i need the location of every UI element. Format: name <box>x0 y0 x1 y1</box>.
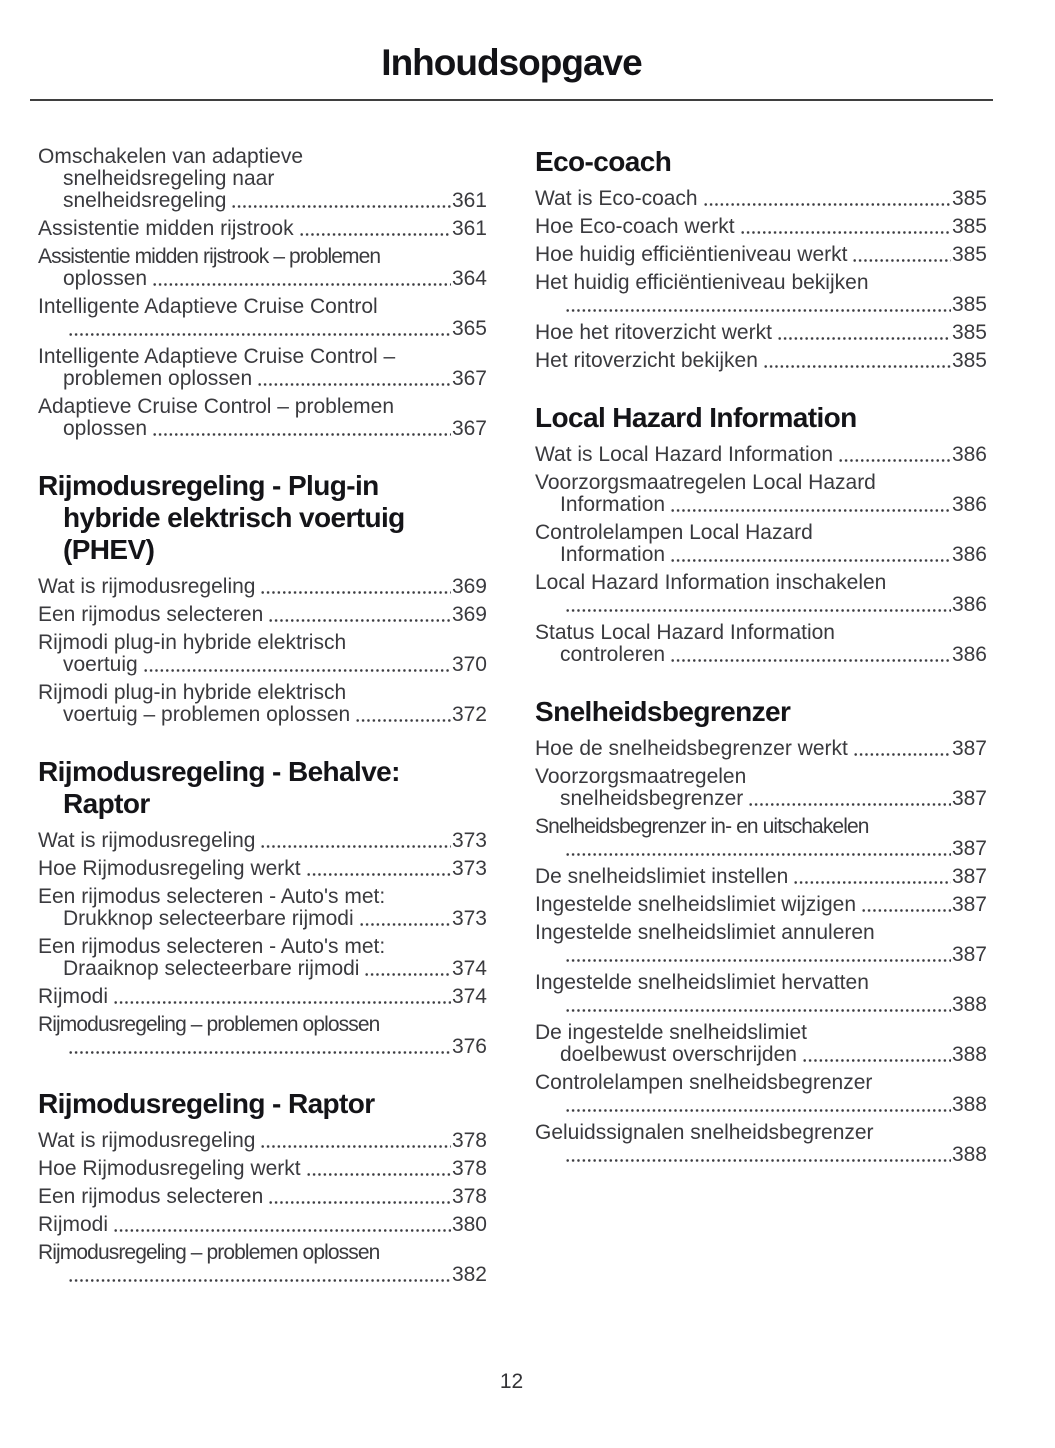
toc-entry-line <box>38 1130 487 1152</box>
section-heading <box>535 146 987 178</box>
toc-leader-dots <box>68 318 451 340</box>
toc-page-ref: 387 <box>951 837 987 860</box>
toc-page-ref: 365 <box>451 317 487 340</box>
toc-entry-text: Voorzorgsmaatregelen Local Hazard <box>535 471 876 494</box>
toc-entry-line <box>535 766 987 788</box>
toc-entry-line <box>38 1158 487 1180</box>
toc-entry-line <box>38 318 487 340</box>
toc-page-ref: 376 <box>451 1035 487 1058</box>
toc-page-ref: 386 <box>951 493 987 516</box>
toc-entry-line <box>535 816 987 838</box>
toc-section <box>535 696 987 1166</box>
toc-page-ref: 385 <box>951 293 987 316</box>
toc-entry <box>38 1158 487 1180</box>
toc-entry <box>38 218 487 240</box>
toc-entry-line <box>38 986 487 1008</box>
toc-entry-line <box>535 1022 987 1044</box>
toc-entry-text: Wat is rijmodusregeling <box>38 829 256 852</box>
toc-entry-text: Het ritoverzicht bekijken <box>535 349 758 372</box>
toc-leader-dots <box>853 738 951 760</box>
toc-entry-text: Geluidssignalen snelheidsbegrenzer <box>535 1121 874 1144</box>
toc-entry-text: Wat is Local Hazard Information <box>535 443 834 466</box>
toc-leader-dots <box>299 218 451 240</box>
toc-leader-dots <box>231 190 451 212</box>
toc-entry-line <box>535 994 987 1016</box>
toc-section <box>38 1088 487 1286</box>
toc-entry-line <box>38 1214 487 1236</box>
toc-entry-line <box>535 572 987 594</box>
toc-entry <box>535 972 987 1016</box>
toc-entry-line <box>535 1144 987 1166</box>
toc-leader-dots <box>777 322 951 344</box>
toc-entry-line <box>535 944 987 966</box>
toc-entry-text: Drukknop selecteerbare rijmodi <box>63 907 354 930</box>
toc-entry-text: Een rijmodus selecteren - Auto's met: <box>38 885 386 908</box>
toc-page-ref: 373 <box>451 857 487 880</box>
toc-entry <box>535 444 987 466</box>
toc-page-ref: 386 <box>951 593 987 616</box>
toc-leader-dots <box>565 1094 951 1116</box>
toc-columns <box>38 146 987 1292</box>
toc-entry-text: Wat is rijmodusregeling <box>38 575 256 598</box>
toc-entry <box>535 188 987 210</box>
toc-entry-line <box>535 866 987 888</box>
toc-entry-text: Rijmodi plug-in hybride elektrisch <box>38 631 347 654</box>
toc-leader-dots <box>260 830 450 852</box>
toc-leader-dots <box>565 944 951 966</box>
toc-leader-dots <box>268 604 451 626</box>
toc-entry <box>535 472 987 516</box>
toc-entry-text: Assistentie midden rijstrook <box>38 217 294 240</box>
toc-entry-line <box>38 886 487 908</box>
toc-entry-line <box>38 168 487 190</box>
toc-entry-line <box>38 958 487 980</box>
toc-entry-line <box>38 396 487 418</box>
toc-entry-line <box>535 894 987 916</box>
toc-entry-line <box>38 418 487 440</box>
toc-page-ref: 385 <box>951 187 987 210</box>
toc-entry <box>535 1122 987 1166</box>
toc-entry <box>535 572 987 616</box>
toc-entry <box>38 830 487 852</box>
toc-entry-line <box>535 350 987 372</box>
toc-entry <box>38 346 487 390</box>
toc-entry-line <box>535 594 987 616</box>
toc-entry <box>38 858 487 880</box>
section-heading-line: Rijmodusregeling - Behalve: <box>38 756 400 787</box>
toc-entry-line <box>535 838 987 860</box>
toc-page-ref: 378 <box>451 1185 487 1208</box>
toc-entry <box>38 1242 487 1286</box>
toc-entry <box>38 604 487 626</box>
toc-entry <box>535 350 987 372</box>
toc-entry-text: snelheidsregeling naar <box>63 167 275 190</box>
toc-page-ref: 388 <box>951 1093 987 1116</box>
toc-entry-text: Een rijmodus selecteren <box>38 1185 264 1208</box>
toc-entry <box>38 396 487 440</box>
toc-leader-dots <box>364 958 450 980</box>
toc-entry-line <box>535 738 987 760</box>
section-heading <box>535 402 987 434</box>
toc-entry-text: Rijmodi <box>38 985 109 1008</box>
toc-entry-line <box>535 788 987 810</box>
toc-entry-line <box>38 936 487 958</box>
section-heading-line: Snelheidsbegrenzer <box>535 696 791 727</box>
section-heading-line: hybride elektrisch voertuig <box>63 502 405 533</box>
toc-leader-dots <box>113 1214 451 1236</box>
toc-section <box>38 756 487 1058</box>
toc-entry-line <box>38 632 487 654</box>
toc-page-ref: 388 <box>951 1043 987 1066</box>
toc-entry-text: oplossen <box>63 267 148 290</box>
toc-entry-text: Hoe het ritoverzicht werkt <box>535 321 772 344</box>
toc-entry-line <box>535 272 987 294</box>
toc-entry-line <box>535 544 987 566</box>
section-heading <box>38 756 487 820</box>
toc-entry-line <box>535 216 987 238</box>
toc-entry-line <box>535 1094 987 1116</box>
toc-entry <box>535 272 987 316</box>
section-heading-line: Rijmodusregeling - Plug-in <box>38 470 379 501</box>
toc-entry-line <box>38 1186 487 1208</box>
toc-leader-dots <box>670 644 951 666</box>
toc-entry-text: Omschakelen van adaptieve <box>38 145 303 168</box>
toc-entry-line <box>535 1044 987 1066</box>
toc-leader-dots <box>306 1158 451 1180</box>
page-title: Inhoudsopgave <box>381 42 642 83</box>
toc-page-ref: 374 <box>451 985 487 1008</box>
toc-entry <box>38 1214 487 1236</box>
toc-page-ref: 369 <box>451 575 487 598</box>
toc-entry-line <box>535 1122 987 1144</box>
toc-page-ref: 388 <box>951 1143 987 1166</box>
toc-entry-line <box>38 1264 487 1286</box>
toc-entry-text: Voorzorgsmaatregelen <box>535 765 747 788</box>
toc-entry <box>38 986 487 1008</box>
toc-leader-dots <box>670 544 951 566</box>
toc-entry <box>38 576 487 598</box>
toc-entry-text: Adaptieve Cruise Control – problemen <box>38 395 395 418</box>
toc-entry-line <box>38 190 487 212</box>
toc-entry <box>535 922 987 966</box>
title-rule <box>30 99 993 101</box>
toc-entry-line <box>535 444 987 466</box>
toc-entry-line <box>38 830 487 852</box>
toc-entry-line <box>38 858 487 880</box>
toc-entry-text: oplossen <box>63 417 148 440</box>
toc-leader-dots <box>268 1186 451 1208</box>
toc-entry-line <box>38 908 487 930</box>
toc-leader-dots <box>152 418 451 440</box>
toc-entry <box>38 1014 487 1058</box>
toc-column-left <box>38 146 487 1292</box>
toc-entry <box>38 886 487 930</box>
toc-entry <box>535 622 987 666</box>
toc-entry-line <box>535 322 987 344</box>
page-footer-number: 12 <box>499 1370 524 1393</box>
toc-entry-text: voertuig <box>63 653 138 676</box>
toc-entry-line <box>38 1242 487 1264</box>
toc-entry-text: Status Local Hazard Information <box>535 621 835 644</box>
toc-leader-dots <box>257 368 451 390</box>
toc-entry-line <box>535 472 987 494</box>
toc-entry <box>535 244 987 266</box>
toc-page-ref: 387 <box>951 893 987 916</box>
toc-entry <box>535 1072 987 1116</box>
toc-entry-text: snelheidsbegrenzer <box>560 787 744 810</box>
toc-entry-text: Een rijmodus selecteren <box>38 603 264 626</box>
toc-leader-dots <box>359 908 451 930</box>
toc-page-ref: 378 <box>451 1129 487 1152</box>
toc-page-ref: 385 <box>951 215 987 238</box>
toc-page-ref: 373 <box>451 907 487 930</box>
toc-entry-text: Het huidig efficiëntieniveau bekijken <box>535 271 869 294</box>
toc-page-ref: 387 <box>951 737 987 760</box>
toc-entry <box>38 936 487 980</box>
toc-leader-dots <box>260 1130 450 1152</box>
toc-page-ref: 386 <box>951 443 987 466</box>
toc-entry-line <box>38 246 487 268</box>
toc-entry-line <box>38 576 487 598</box>
toc-entry-line <box>38 682 487 704</box>
toc-entry <box>38 1186 487 1208</box>
toc-entry-text: Information <box>560 543 666 566</box>
toc-entry-text: Rijmodusregeling – problemen oplossen <box>38 1013 380 1036</box>
section-heading <box>38 470 487 566</box>
toc-page-ref: 380 <box>451 1213 487 1236</box>
section-heading-line: Raptor <box>63 788 150 819</box>
toc-entry-line <box>38 218 487 240</box>
toc-page-ref: 387 <box>951 787 987 810</box>
toc-entry-text: De snelheidslimiet instellen <box>535 865 789 888</box>
toc-entry-line <box>535 244 987 266</box>
toc-page-ref: 388 <box>951 993 987 1016</box>
toc-section <box>535 402 987 666</box>
toc-entry <box>535 216 987 238</box>
toc-entry <box>38 296 487 340</box>
toc-entry-text: Rijmodi plug-in hybride elektrisch <box>38 681 347 704</box>
toc-page-ref: 387 <box>951 865 987 888</box>
toc-leader-dots <box>565 1144 951 1166</box>
toc-entry-text: snelheidsregeling <box>63 189 227 212</box>
toc-entry-line <box>535 294 987 316</box>
toc-page-ref: 385 <box>951 349 987 372</box>
toc-entry-text: Snelheidsbegrenzer in- en uitschakelen <box>535 815 869 838</box>
toc-leader-dots <box>838 444 951 466</box>
toc-entry-text: Controlelampen snelheidsbegrenzer <box>535 1071 873 1094</box>
toc-entry-text: Assistentie midden rijstrook – problemen <box>38 245 381 268</box>
toc-entry <box>38 146 487 212</box>
toc-leader-dots <box>565 294 951 316</box>
toc-entry-text: Hoe Rijmodusregeling werkt <box>38 857 301 880</box>
toc-page-ref: 370 <box>451 653 487 676</box>
toc-entry-line <box>535 622 987 644</box>
toc-leader-dots <box>852 244 950 266</box>
toc-page-ref: 378 <box>451 1157 487 1180</box>
toc-entry-line <box>535 922 987 944</box>
section-heading <box>38 1088 487 1120</box>
toc-page-ref: 387 <box>951 943 987 966</box>
toc-entry-line <box>535 522 987 544</box>
toc-entry-line <box>38 268 487 290</box>
toc-leader-dots <box>355 704 451 726</box>
toc-page-ref: 367 <box>451 367 487 390</box>
toc-page-ref: 382 <box>451 1263 487 1286</box>
toc-leader-dots <box>703 188 951 210</box>
toc-entry <box>535 766 987 810</box>
toc-entry-line <box>38 654 487 676</box>
toc-entry-line <box>535 1072 987 1094</box>
toc-entry <box>535 322 987 344</box>
toc-leader-dots <box>565 594 951 616</box>
toc-entry-text: Ingestelde snelheidslimiet hervatten <box>535 971 869 994</box>
toc-entry-text: Wat is Eco-coach <box>535 187 698 210</box>
toc-page-ref: 373 <box>451 829 487 852</box>
toc-leader-dots <box>565 994 951 1016</box>
toc-entry-line <box>38 604 487 626</box>
toc-leader-dots <box>565 838 951 860</box>
toc-leader-dots <box>152 268 451 290</box>
toc-entry-text: Wat is rijmodusregeling <box>38 1129 256 1152</box>
toc-entry-line <box>535 644 987 666</box>
toc-entry-text: Information <box>560 493 666 516</box>
toc-section <box>38 470 487 726</box>
toc-page-ref: 364 <box>451 267 487 290</box>
toc-entry-text: doelbewust overschrijden <box>560 1043 797 1066</box>
toc-entry-line <box>38 368 487 390</box>
toc-entry-text: Local Hazard Information inschakelen <box>535 571 887 594</box>
toc-page-ref: 385 <box>951 243 987 266</box>
toc-entry-text: Hoe Rijmodusregeling werkt <box>38 1157 301 1180</box>
toc-entry <box>535 866 987 888</box>
toc-leader-dots <box>740 216 951 238</box>
toc-page-ref: 361 <box>451 189 487 212</box>
toc-page-ref: 361 <box>451 217 487 240</box>
toc-entry-line <box>38 346 487 368</box>
toc-leader-dots <box>763 350 951 372</box>
toc-entry-text: Hoe huidig efficiëntieniveau werkt <box>535 243 848 266</box>
toc-entry-line <box>535 188 987 210</box>
toc-page-ref: 386 <box>951 543 987 566</box>
toc-entry-text: problemen oplossen <box>63 367 253 390</box>
toc-entry-line <box>38 296 487 318</box>
toc-entry-text: Hoe Eco-coach werkt <box>535 215 735 238</box>
toc-entry-line <box>38 1036 487 1058</box>
toc-entry-text: Ingestelde snelheidslimiet wijzigen <box>535 893 857 916</box>
toc-entry-text: Rijmodi <box>38 1213 109 1236</box>
toc-leader-dots <box>68 1036 451 1058</box>
toc-entry <box>38 682 487 726</box>
toc-page-ref: 386 <box>951 643 987 666</box>
section-heading <box>535 696 987 728</box>
toc-page-ref: 374 <box>451 957 487 980</box>
toc-page-ref: 385 <box>951 321 987 344</box>
toc-entry-text: Rijmodusregeling – problemen oplossen <box>38 1241 380 1264</box>
toc-page-ref: 367 <box>451 417 487 440</box>
toc-page-ref: 372 <box>451 703 487 726</box>
toc-leader-dots <box>68 1264 451 1286</box>
toc-entry-text: Ingestelde snelheidslimiet annuleren <box>535 921 875 944</box>
toc-leader-dots <box>802 1044 951 1066</box>
toc-entry <box>38 246 487 290</box>
toc-entry <box>535 816 987 860</box>
toc-entry <box>38 1130 487 1152</box>
section-heading-line: Rijmodusregeling - Raptor <box>38 1088 375 1119</box>
toc-section <box>38 146 487 440</box>
toc-entry-text: Een rijmodus selecteren - Auto's met: <box>38 935 386 958</box>
toc-section <box>535 146 987 372</box>
toc-entry-line <box>535 494 987 516</box>
section-heading-line: Local Hazard Information <box>535 402 857 433</box>
toc-entry-text: controleren <box>560 643 666 666</box>
toc-leader-dots <box>748 788 951 810</box>
toc-entry-text: Intelligente Adaptieve Cruise Control – <box>38 345 396 368</box>
toc-entry-line <box>38 146 487 168</box>
toc-entry <box>535 738 987 760</box>
toc-leader-dots <box>113 986 451 1008</box>
toc-entry-line <box>38 1014 487 1036</box>
toc-page-ref: 369 <box>451 603 487 626</box>
section-heading-line: Eco-coach <box>535 146 672 177</box>
toc-entry-text: Intelligente Adaptieve Cruise Control <box>38 295 378 318</box>
toc-entry-line <box>535 972 987 994</box>
toc-column-right <box>535 146 987 1172</box>
toc-entry-text: Hoe de snelheidsbegrenzer werkt <box>535 737 848 760</box>
toc-entry-text: De ingestelde snelheidslimiet <box>535 1021 807 1044</box>
section-heading-line: (PHEV) <box>63 534 155 565</box>
toc-leader-dots <box>260 576 450 598</box>
toc-entry-text: voertuig – problemen oplossen <box>63 703 351 726</box>
toc-leader-dots <box>793 866 951 888</box>
toc-leader-dots <box>306 858 451 880</box>
toc-entry-text: Controlelampen Local Hazard <box>535 521 813 544</box>
toc-leader-dots <box>670 494 951 516</box>
toc-entry-text: Draaiknop selecteerbare rijmodi <box>63 957 360 980</box>
toc-entry <box>535 894 987 916</box>
toc-leader-dots <box>861 894 951 916</box>
toc-leader-dots <box>143 654 451 676</box>
toc-entry <box>535 1022 987 1066</box>
toc-entry <box>38 632 487 676</box>
toc-entry-line <box>38 704 487 726</box>
toc-entry <box>535 522 987 566</box>
